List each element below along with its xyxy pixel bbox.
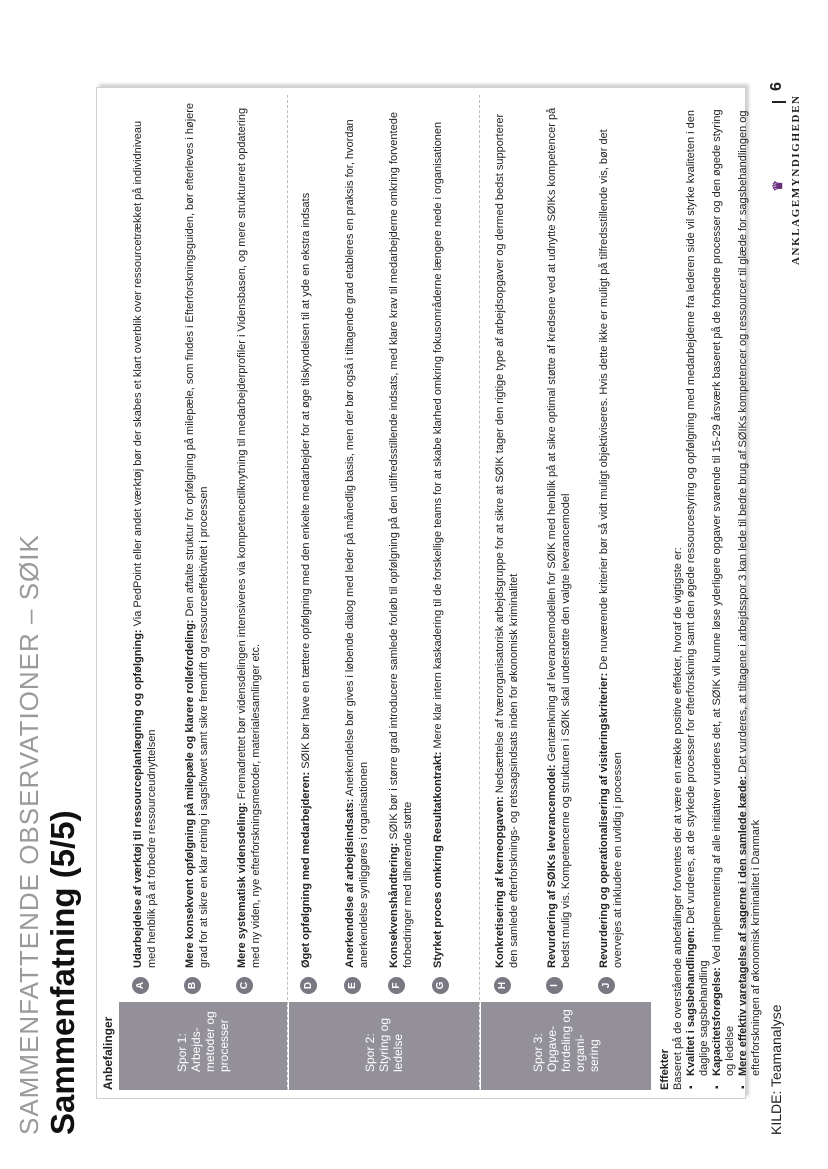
recommendation-text: Anerkendelse bør gives i løbende dialog med leder på månedlig basis, men der bør også i tiltagende grad etableres en praksis for, hvordan anerkendelse synliggøres i organisationen bbox=[344, 119, 370, 968]
recommendation-title: Anerkendelse af arbejdsindsats: bbox=[344, 798, 356, 968]
source-note: KILDE: Teamanalyse bbox=[768, 1004, 784, 1135]
recommendation-b bbox=[183, 99, 211, 994]
letter-badge: I bbox=[546, 977, 563, 994]
letter-badge: E bbox=[344, 977, 361, 994]
page-separator bbox=[772, 101, 786, 103]
recommendations-panel bbox=[96, 87, 762, 1099]
effect-title: Kapacitetsforøgelse: bbox=[711, 967, 723, 1076]
logo-text: ANKLAGEMYNDIGHEDEN bbox=[790, 94, 802, 265]
recommendation-text: Gentænkning af leverancemodellen for SØIK med henblik på at sikre optimal støtte af kredsene ved at udnytte SØIKs kompetencer på bedst mulig vis. Kompetencerne og strukturen i SØIK skal understøtte den valgte leverancemodel bbox=[546, 107, 572, 968]
recommendation-i bbox=[545, 99, 573, 994]
recommendation-title: Udarbejdelse af værktøj til ressourceplanlægning og opfølgning: bbox=[132, 629, 144, 968]
crown-icon: ♛ bbox=[770, 178, 785, 192]
spor-2-section bbox=[289, 95, 480, 1090]
recommendation-text: Den aftalte struktur for opfølgning på milepæle, som findes i Efterforskningsguiden, bør efterleves i højere grad for at sikre en klar retning i sagsflowet samt sikre fremdrift og ressourceeffektivitet i processen bbox=[184, 102, 210, 968]
recommendation-e bbox=[343, 99, 371, 994]
panel-heading: Anbefalinger bbox=[101, 1016, 115, 1090]
recommendation-title: Revurdering og operationalisering af visiteringskriterier: bbox=[598, 672, 610, 968]
letter-badge: A bbox=[132, 977, 149, 994]
recommendation-f bbox=[387, 99, 415, 994]
recommendation-text: SØIK bør i større grad introducere samlede forløb til opfølgning på den utilfredsstillende indsats, med klare krav til medarbejderne omkring forventede forbedringer med tilhørende støtte bbox=[388, 112, 414, 968]
overline: SAMMENFATTENDE OBSERVATIONER – SØIK bbox=[14, 534, 44, 1135]
letter-badge: G bbox=[432, 977, 449, 994]
letter-badge: F bbox=[388, 977, 405, 994]
effects-heading: Effekter bbox=[659, 1049, 671, 1090]
letter-badge: C bbox=[236, 977, 253, 994]
effect-item bbox=[685, 100, 711, 1076]
effects-section bbox=[659, 100, 763, 1090]
recommendation-title: Konkretisering af kerneopgaven: bbox=[494, 796, 506, 968]
recommendation-text: Via PedPoint eller andet værktøj bør der skabes et klart overblik over ressourcetrækket på individniveau med henblik på at forbedre ressourceudnyttelsen bbox=[132, 120, 158, 968]
recommendation-text: Mere klar intern kaskadering til de forskellige teams for at skabe klarhed omkring fokusområderne længere nede i organisationen bbox=[432, 121, 444, 752]
spor-1-label: Spor 1: Arbejds- metoder og processer bbox=[119, 1002, 287, 1090]
spor-2-label: Spor 2: Styring og ledelse bbox=[289, 1002, 479, 1090]
effect-title: Kvalitet i sagsbehandlingen: bbox=[685, 926, 697, 1076]
recommendation-title: Øget opfølgning med medarbejderen: bbox=[300, 771, 312, 968]
recommendation-text: SØIK bør have en tættere opfølgning med den enkelte medarbejder for at øge tilskyndelsen til at yde en ekstra indsats bbox=[300, 192, 312, 772]
anklagemyndigheden-logo bbox=[770, 94, 802, 265]
recommendation-title: Mere systematisk vidensdeling: bbox=[236, 802, 248, 968]
recommendation-title: Mere konsekvent opfølgning på milepæle og klarere rollefordeling: bbox=[184, 619, 196, 968]
effect-title: Mere effektiv varetagelse af sagerne i den samlede kæde: bbox=[737, 775, 749, 1076]
spor-3-section bbox=[481, 95, 651, 1090]
letter-badge: H bbox=[494, 977, 511, 994]
recommendation-text: Nedsættelse af tværorganisatorisk arbejdsgruppe for at sikre at SØIK tager den rigtige type af arbejdsopgaver og dermed bedst supporterer den samlede efterforsknings- og retssagsindsats inden for økonomisk kriminalitet bbox=[494, 113, 520, 968]
recommendation-title: Revurdering af SØIKs leverancemodel: bbox=[546, 764, 558, 968]
recommendation-h bbox=[493, 99, 521, 994]
recommendation-g bbox=[431, 99, 449, 994]
letter-badge: D bbox=[300, 977, 317, 994]
recommendation-d bbox=[299, 99, 317, 994]
letter-badge: J bbox=[598, 977, 615, 994]
effects-list bbox=[685, 100, 763, 1090]
recommendation-title: Styrket proces omkring Resultatkontrakt: bbox=[432, 751, 444, 968]
effect-item bbox=[711, 100, 737, 1076]
letter-badge: B bbox=[184, 977, 201, 994]
page-number: 6 bbox=[768, 82, 785, 91]
page-title: Sammenfatning (5/5) bbox=[44, 810, 81, 1135]
effects-intro: Baseret på de overstående anbefalinger forventes der at være en række positive effekter, hvoraf de vigtigste er: bbox=[672, 547, 684, 1090]
effect-item bbox=[737, 100, 763, 1076]
recommendation-title: Konsekvenshåndtering: bbox=[388, 842, 400, 968]
effect-text: Ved implementering af alle initiativer vurderes det, at SØIK vil kunne løse yderligere opgaver svarende til 15-29 årsværk baseret på de forbedre processer og den øgede styring og ledelse bbox=[711, 109, 736, 1076]
recommendation-text: De nuværende kriterier bør så vidt muligt objektiviseres. Hvis dette ikke er muligt på tilfredsstillende vis, bør det overvejes at inkludere en uvildig i processen bbox=[598, 129, 624, 968]
recommendation-a bbox=[131, 99, 159, 994]
spor-1-section bbox=[119, 95, 288, 1090]
effect-text: Det vurderes, at tiltagene i arbejdsspor 3 kan lede til bedre brug af SØIKs kompetencer og ressourcer til glæde for sagsbehandlingen og efterforskningen af økonomisk kriminalitet i Danmark bbox=[737, 110, 762, 1076]
recommendation-j bbox=[597, 99, 625, 994]
spor-3-label: Spor 3: Opgave- fordeling og organi- sering bbox=[481, 1002, 651, 1090]
recommendation-text: Fremadrettet bør vidensdelingen intensiveres via kompetencetilknytning til medarbejderprofiler i Vidensbasen, og mere struktureret opdatering med ny viden, nye efterforskningsmetoder, materialesamlinger etc. bbox=[236, 107, 262, 968]
recommendation-c bbox=[235, 99, 263, 994]
effect-text: Det vurderes, at de styrkede processer for efterforskning samt den øgede ressourcestyring og opfølgning med medarbejderne fra lederen side vil styrke kvaliteten i den daglige sagsbehandling bbox=[685, 110, 710, 1076]
